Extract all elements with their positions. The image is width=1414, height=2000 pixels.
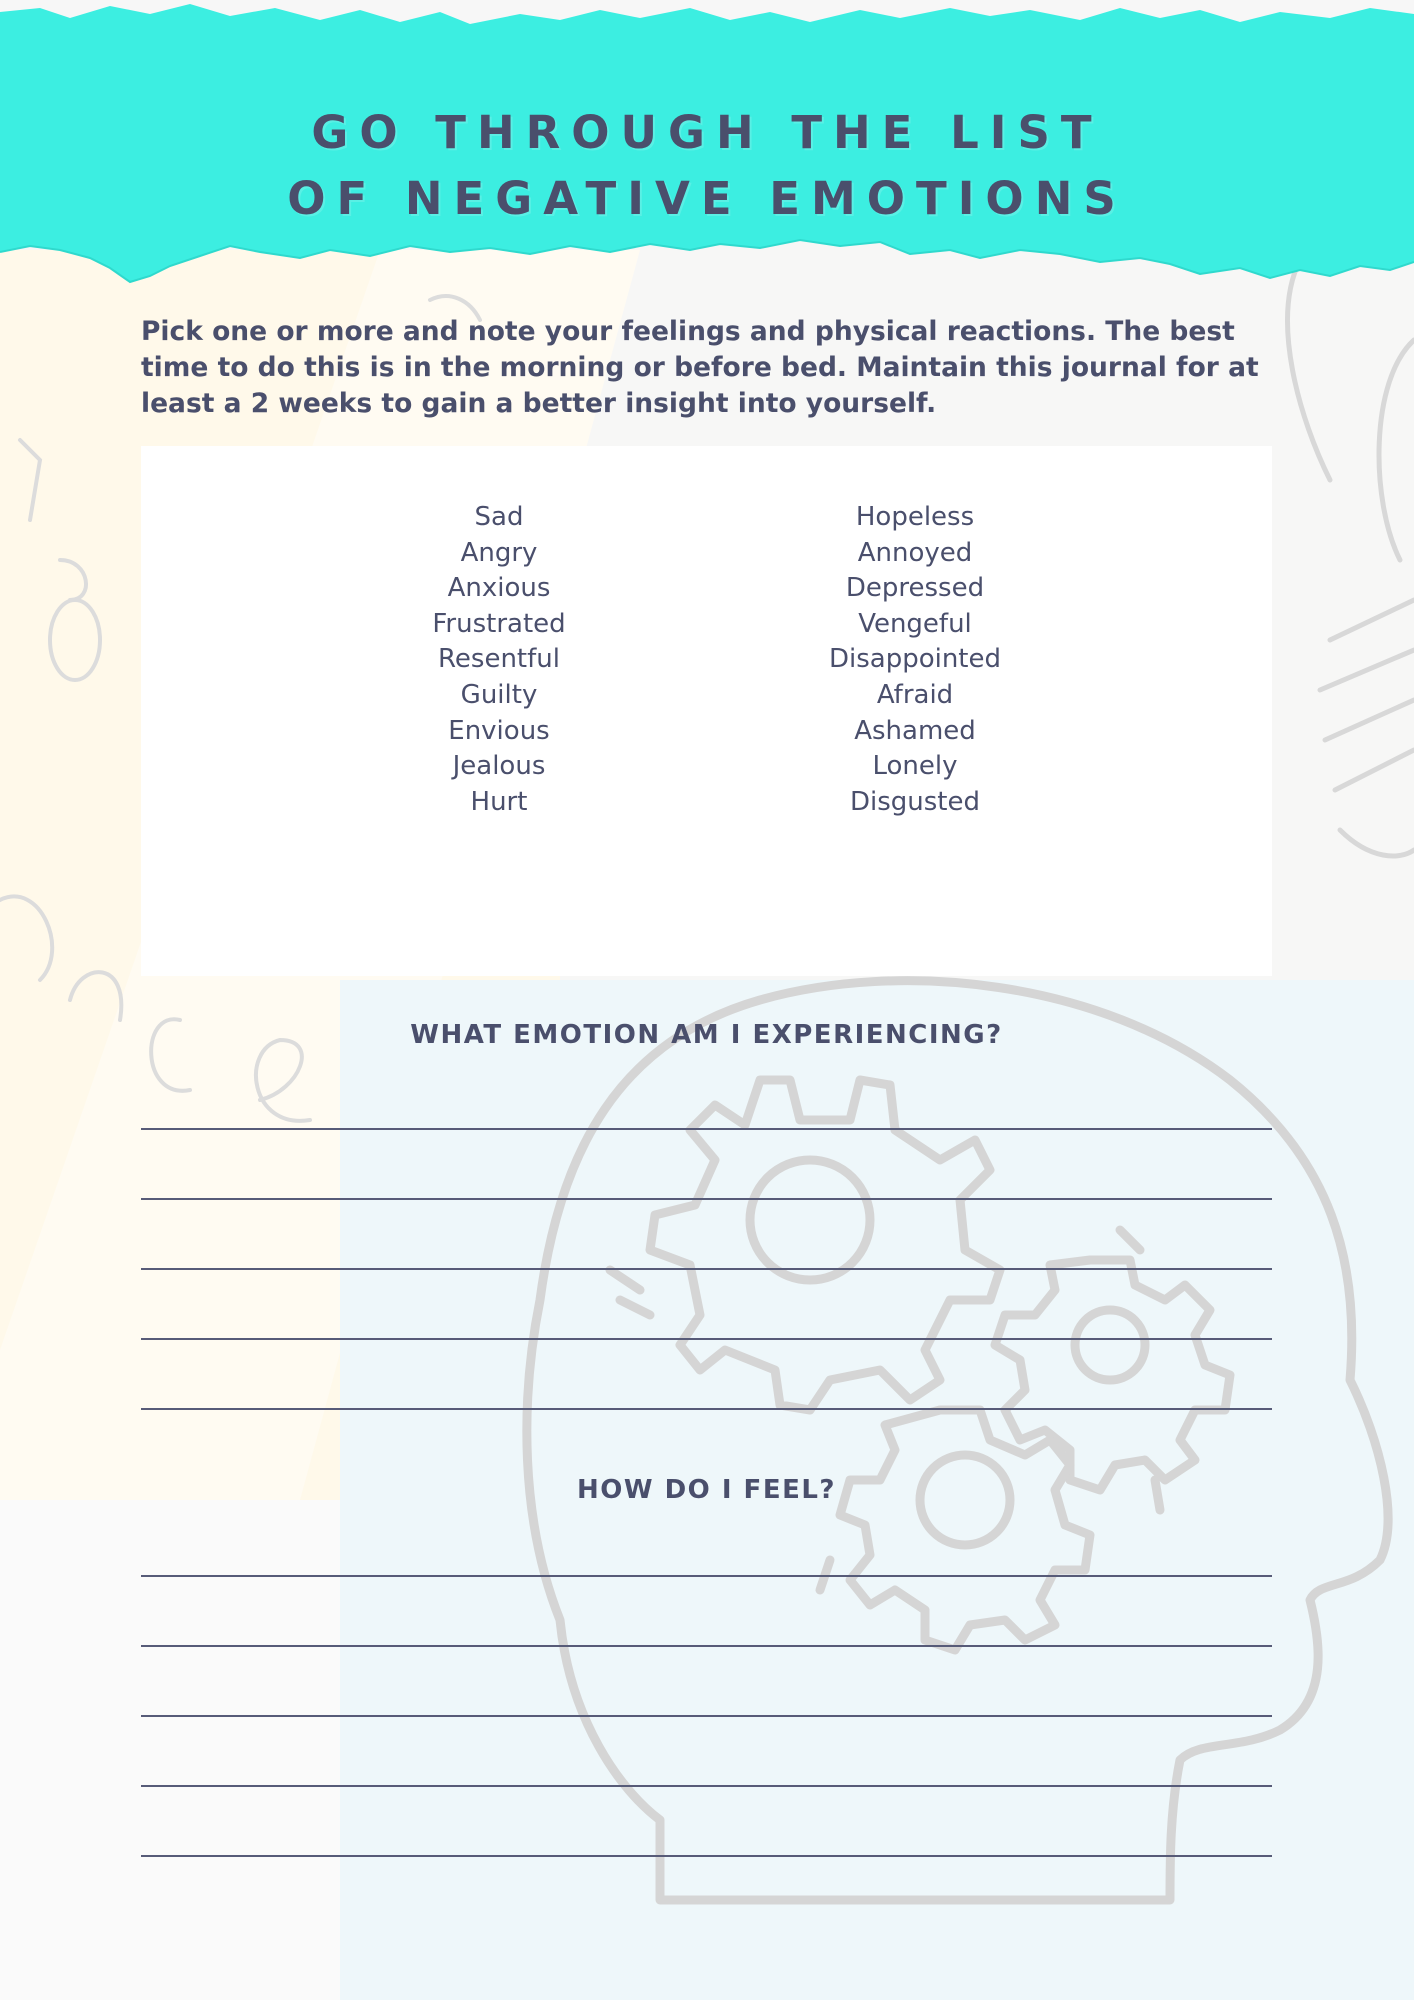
- title-line-2: OF NEGATIVE EMOTIONS: [287, 172, 1127, 226]
- writing-line-feel-4[interactable]: [141, 1785, 1272, 1787]
- emotion-item: Lonely: [872, 751, 958, 782]
- emotion-item: Resentful: [438, 644, 560, 675]
- writing-line-feel-5[interactable]: [141, 1855, 1272, 1857]
- emotion-list-left: [339, 500, 659, 820]
- emotion-item: Afraid: [876, 679, 954, 710]
- writing-line-emotion-4[interactable]: [141, 1338, 1272, 1340]
- section-heading-emotion: WHAT EMOTION AM I EXPERIENCING?: [410, 1020, 1003, 1050]
- emotion-item: Frustrated: [432, 608, 566, 639]
- emotion-item: Vengeful: [858, 608, 972, 639]
- intro-instructions: Pick one or more and note your feelings and physical reactions. The best time to do this is in the morning or before bed. Maintain this journal for at least a 2 weeks to gain a better insight into yourself.: [141, 316, 1259, 419]
- emotion-item: Envious: [448, 715, 550, 746]
- emotion-item: Anxious: [447, 573, 551, 604]
- writing-line-feel-2[interactable]: [141, 1645, 1272, 1647]
- emotion-item: Jealous: [452, 751, 546, 782]
- emotion-item: Angry: [460, 537, 538, 568]
- emotion-item: Hurt: [470, 786, 528, 817]
- emotion-item: Disgusted: [849, 786, 980, 817]
- page-title: [0, 100, 1414, 232]
- emotion-item: Ashamed: [854, 715, 976, 746]
- writing-line-emotion-5[interactable]: [141, 1408, 1272, 1410]
- writing-line-feel-1[interactable]: [141, 1575, 1272, 1577]
- section-heading-feel: HOW DO I FEEL?: [577, 1475, 836, 1505]
- emotion-list-card: [141, 446, 1272, 976]
- writing-line-emotion-3[interactable]: [141, 1268, 1272, 1270]
- emotion-item: Disappointed: [828, 644, 1002, 675]
- emotion-item: Hopeless: [855, 502, 975, 532]
- title-line-1: GO THROUGH THE LIST: [311, 106, 1103, 160]
- writing-line-feel-3[interactable]: [141, 1715, 1272, 1717]
- writing-line-emotion-1[interactable]: [141, 1128, 1272, 1130]
- emotion-item: Annoyed: [857, 537, 973, 568]
- emotion-item: Sad: [474, 502, 524, 532]
- emotion-item: Guilty: [460, 679, 538, 710]
- writing-line-emotion-2[interactable]: [141, 1198, 1272, 1200]
- emotion-list-right: [755, 500, 1075, 820]
- emotion-item: Depressed: [845, 573, 985, 604]
